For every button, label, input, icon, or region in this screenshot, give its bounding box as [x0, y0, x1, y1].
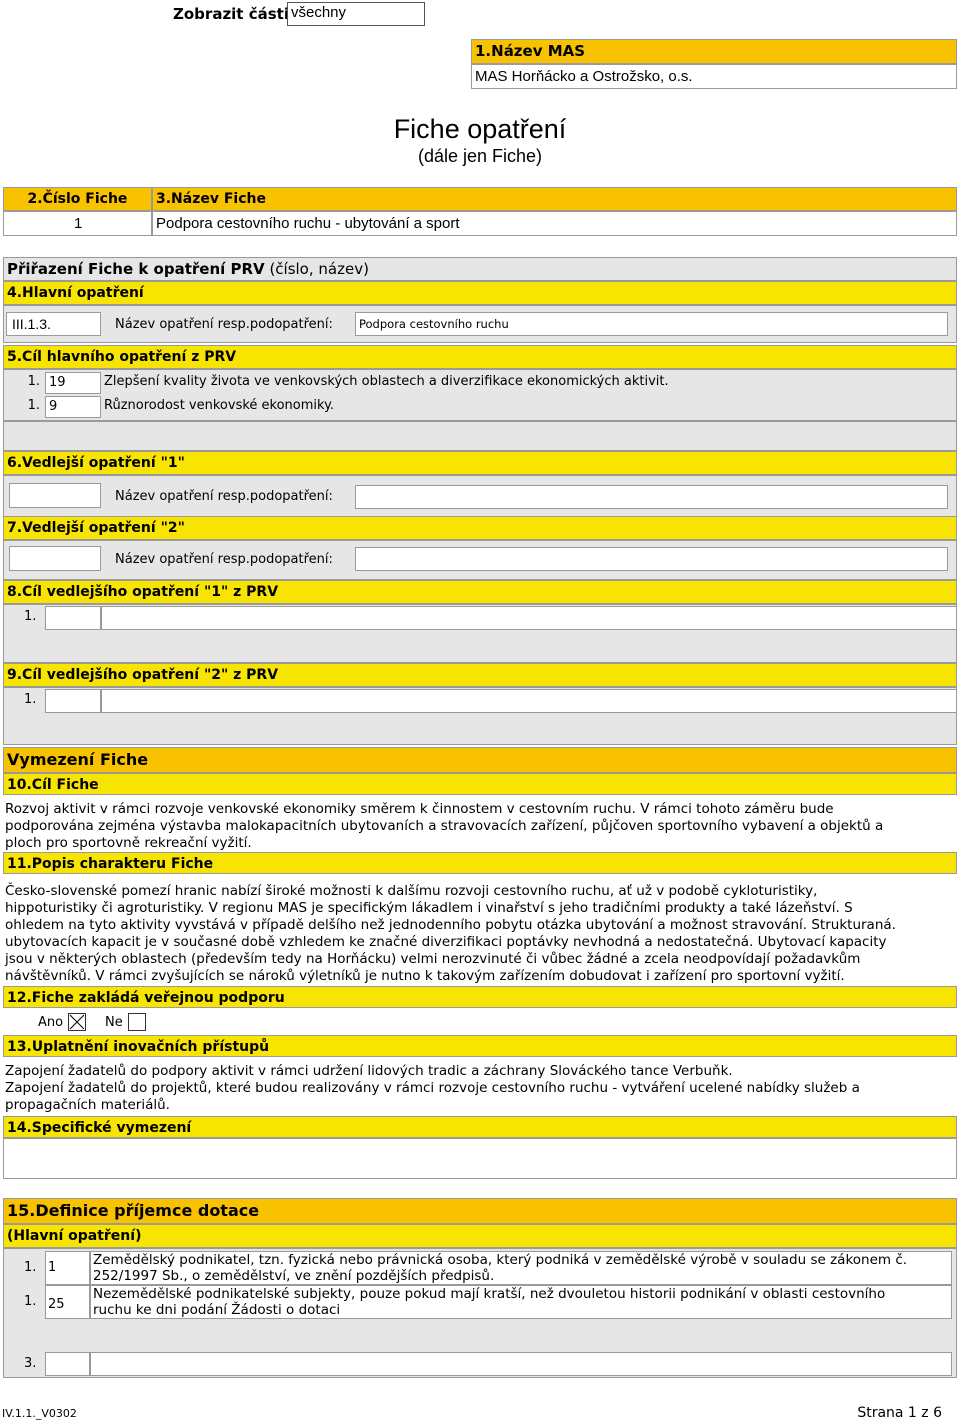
fiche-number-header: 2.Číslo Fiche	[3, 187, 152, 211]
fiche-name-header: 3.Název Fiche	[152, 187, 957, 211]
side-goal2-code	[45, 689, 101, 713]
filter-select[interactable]	[287, 2, 425, 26]
beneficiary-text-2: Nezemědělské podnikatelské subjekty, pouze pokud mají kratší, než dvouletou historii podnikání v oblasti cestovního ruchu ke dni podání Žádosti o dotaci	[90, 1285, 952, 1319]
beneficiary-code-1: 1	[45, 1251, 90, 1285]
mas-name: MAS Horňácko a Ostrožsko, o.s.	[471, 64, 957, 89]
main-goal-text-2: Různorodost venkovské ekonomiky.	[104, 398, 335, 413]
innovation-label: 13.Uplatnění inovačních přístupů	[3, 1035, 957, 1057]
page-subtitle: (dále jen Fiche)	[417, 146, 543, 166]
beneficiary-code-2: 25	[45, 1285, 90, 1319]
mas-header: 1.Název MAS	[471, 39, 957, 64]
main-goal-code-2: 9	[45, 396, 101, 418]
beneficiary-heading: 15.Definice příjemce dotace	[3, 1198, 957, 1224]
main-measure-name: Podpora cestovního ruchu	[355, 312, 948, 336]
side-goal1-code	[45, 606, 101, 630]
fiche-number: 1	[3, 211, 152, 236]
goal-label: 10.Cíl Fiche	[3, 773, 957, 795]
beneficiary-num-3: 3.	[24, 1356, 37, 1371]
main-goal-num-1: 1.	[27, 374, 40, 389]
footer-code: IV.1.1._V0302	[2, 1407, 77, 1420]
definition-heading: Vymezení Fiche	[3, 747, 957, 773]
main-goal-text-1: Zlepšení kvality života ve venkovských oblastech a diverzifikace ekonomických aktivit.	[104, 374, 669, 389]
public-support-no-checkbox[interactable]	[128, 1013, 146, 1031]
side-goal2-text	[101, 689, 957, 713]
side1-name	[355, 485, 948, 509]
specific-content	[3, 1138, 957, 1179]
beneficiary-code-3	[45, 1352, 90, 1376]
side-goal1-text	[101, 606, 957, 630]
side-goal2-num: 1.	[24, 692, 37, 707]
specific-label: 14.Specifické vymezení	[3, 1116, 957, 1138]
main-goal-label: 5.Cíl hlavního opatření z PRV	[3, 345, 957, 369]
beneficiary-sub: (Hlavní opatření)	[3, 1224, 957, 1248]
public-support-yes-checkbox[interactable]	[68, 1013, 86, 1031]
main-goal-num-2: 1.	[27, 398, 40, 413]
innovation-text: Zapojení žadatelů do podpory aktivit v rámci udržení lidových tradic a záchrany Slováckého tance Verbuňk. Zapojení žadatelů do projektů, které budou realizovány v rámci rozvoje cestovního ruchu - vytváření ucelené nabídky služeb a propagačních materiálů.	[5, 1063, 860, 1113]
goal-text: Rozvoj aktivit v rámci rozvoje venkovské ekonomiky směrem k činnostem v cestovním ruchu. V rámci tohoto záměru bude podporována zejména výstavba malokapacitních ubytovaních a stravovacích zařízení, půjčoven sportovního vybavení a objektů a ploch pro sportovně rekreační vyžití.	[5, 801, 884, 851]
assign-heading: Přiřazení Fiche k opatření PRV (číslo, název)	[3, 257, 957, 281]
public-support-no-label: Ne	[105, 1015, 123, 1030]
fiche-name: Podpora cestovního ruchu - ubytování a sport	[152, 211, 957, 236]
character-label: 11.Popis charakteru Fiche	[3, 852, 957, 874]
side1-code	[9, 483, 101, 508]
beneficiary-text-1: Zemědělský podnikatel, tzn. fyzická nebo právnická osoba, který podniká v zemědělské výrobě v souladu se zákonem č. 252/1997 Sb., o zemědělství, ve znění pozdějších předpisů.	[90, 1251, 952, 1285]
side-goal1-num: 1.	[24, 609, 37, 624]
side-goal1-label: 8.Cíl vedlejšího opatření "1" z PRV	[3, 580, 957, 604]
main-measure-label: 4.Hlavní opatření	[3, 281, 957, 305]
character-text: Česko-slovenské pomezí hranic nabízí široké možnosti k dalšímu rozvoji cestovního ruchu, ať už v podobě cykloturistiky, hippoturistiky či agroturistiky. V regionu MAS je specifickým lákadlem i vinařství s jeho tradičními produkty a také lázeňství. S ohledem na tyto aktivity vyvstává v případě delšího než jednodenního pobytu otázka ubytování a možnost stravování. Strukturaná. ubytovacích kapacit je v současné době vzhledem ke značné diverzifikaci poptávky nevhodná a nedostatečná. Ubytovací kapacity jsou v některých oblastech (především tedy na Horňácku) velmi nerozvinuté či vůbec žádné a zcela neodpovídají požadavkům návštěvníků. V rámci zvyšujících se nároků výletníků je nutno k takovým zařízením dobudovat i zařízení pro sportovní vyžití.	[5, 883, 896, 984]
footer-page: Strana 1 z 6	[857, 1405, 942, 1421]
main-goal-code-1: 19	[45, 372, 101, 394]
side1-label: 6.Vedlejší opatření "1"	[3, 451, 957, 475]
beneficiary-num-2: 1.	[24, 1294, 37, 1309]
side2-label: 7.Vedlejší opatření "2"	[3, 516, 957, 540]
filter-value: všechny	[291, 4, 347, 21]
main-measure-name-label: Název opatření resp.podopatření:	[115, 317, 333, 332]
check-cross-icon	[69, 1014, 85, 1030]
public-support-yes-label: Ano	[38, 1015, 64, 1030]
filter-label: Zobrazit části	[173, 5, 289, 23]
page-title: Fiche opatření	[393, 114, 567, 144]
side2-code	[9, 546, 101, 571]
public-support-label: 12.Fiche zakládá veřejnou podporu	[3, 986, 957, 1008]
side2-name-label: Název opatření resp.podopatření:	[115, 552, 333, 567]
spacer-1	[3, 421, 957, 451]
side1-name-label: Název opatření resp.podopatření:	[115, 489, 333, 504]
side-goal2-label: 9.Cíl vedlejšího opatření "2" z PRV	[3, 663, 957, 687]
main-measure-code: III.1.3.	[6, 312, 101, 336]
beneficiary-text-3	[90, 1352, 952, 1376]
beneficiary-num-1: 1.	[24, 1260, 37, 1275]
side2-name	[355, 547, 948, 571]
